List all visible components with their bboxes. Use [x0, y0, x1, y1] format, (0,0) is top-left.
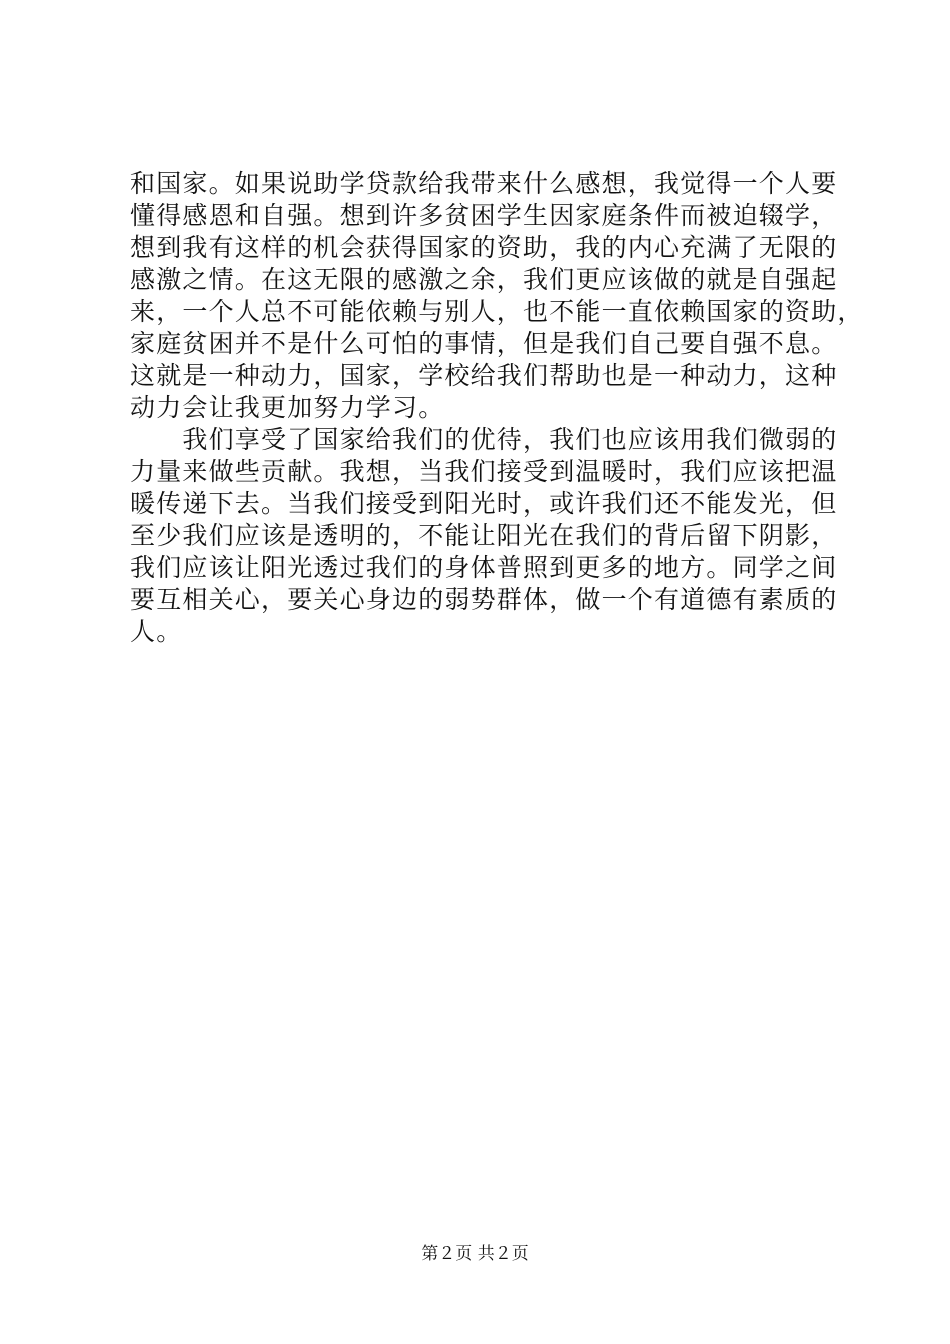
text-line: 暖传递下去。当我们接受到阳光时，或许我们还不能发光，但: [130, 489, 838, 518]
text-line: 来，一个人总不可能依赖与别人，也不能一直依赖国家的资助，: [130, 297, 864, 326]
text-line: 要互相关心，要关心身边的弱势群体，做一个有道德有素质的: [130, 585, 838, 614]
page-footer: 第２页 共２页: [421, 1244, 529, 1264]
text-line: 我们享受了国家给我们的优待，我们也应该用我们微弱的: [130, 425, 838, 454]
text-line: 想到我有这样的机会获得国家的资助，我的内心充满了无限的: [130, 233, 838, 262]
text-line: 和国家。如果说助学贷款给我带来什么感想，我觉得一个人要: [130, 169, 838, 198]
text-line: 家庭贫困并不是什么可怕的事情，但是我们自己要自强不息。: [130, 329, 838, 358]
text-line: 力量来做些贡献。我想，当我们接受到温暖时，我们应该把温: [130, 457, 838, 486]
text-line: 动力会让我更加努力学习。: [130, 393, 445, 422]
text-line: 感激之情。在这无限的感激之余，我们更应该做的就是自强起: [130, 265, 838, 294]
text-line: 至少我们应该是透明的，不能让阳光在我们的背后留下阴影，: [130, 521, 838, 550]
text-line: 我们应该让阳光透过我们的身体普照到更多的地方。同学之间: [130, 553, 838, 582]
text-line: 懂得感恩和自强。想到许多贫困学生因家庭条件而被迫辍学，: [130, 201, 838, 230]
text-line: 这就是一种动力，国家，学校给我们帮助也是一种动力，这种: [130, 361, 838, 390]
text-line: 人。: [130, 617, 183, 646]
body-text: [130, 168, 864, 648]
